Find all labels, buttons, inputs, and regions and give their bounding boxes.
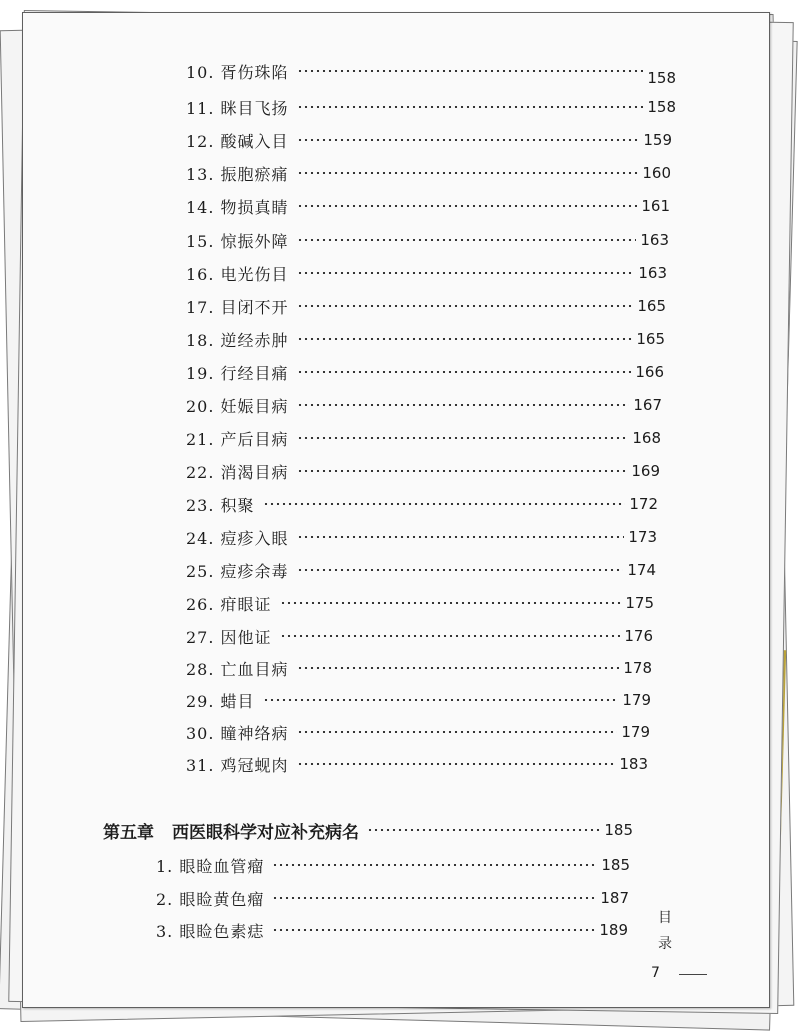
leader-dots <box>280 602 622 604</box>
leader-dots <box>297 731 618 733</box>
entry-title: 21. 产后目病 <box>186 429 289 449</box>
entry-title: 10. 胥伤珠陷 <box>186 62 289 82</box>
toc-entry <box>186 589 654 617</box>
entry-title: 19. 行经目痛 <box>186 363 289 383</box>
entry-page: 183 <box>619 755 648 773</box>
entry-page: 185 <box>601 856 630 874</box>
leader-dots <box>297 205 638 207</box>
leader-dots <box>297 239 637 241</box>
chapter-number: 第五章 <box>103 822 154 843</box>
entry-title: 22. 消渴目病 <box>186 462 289 482</box>
entry-page: 160 <box>642 164 671 182</box>
leader-dots <box>367 829 600 831</box>
chapter-title: 西医眼科学对应补充病名 <box>172 822 359 843</box>
toc-entry <box>186 192 670 220</box>
entry-title: 1. 眼睑血管瘤 <box>156 856 265 876</box>
leader-dots <box>297 470 628 472</box>
toc-entry <box>156 884 629 912</box>
entry-page: 178 <box>623 659 652 677</box>
toc-entry <box>186 126 672 154</box>
entry-title: 20. 妊娠目病 <box>186 396 289 416</box>
toc-entry <box>186 57 676 85</box>
leader-dots <box>297 338 633 340</box>
entry-page: 163 <box>638 264 667 282</box>
entry-page: 165 <box>636 330 665 348</box>
leader-dots <box>297 305 634 307</box>
toc-entry <box>186 622 653 650</box>
leader-dots <box>297 70 644 72</box>
toc-entry <box>186 523 657 551</box>
toc-entry <box>186 292 666 320</box>
entry-title: 16. 电光伤目 <box>186 264 289 284</box>
entry-page: 159 <box>643 131 672 149</box>
toc-entry <box>186 750 648 778</box>
leader-dots <box>297 404 630 406</box>
entry-title: 26. 疳眼证 <box>186 594 272 614</box>
entry-title: 12. 酸碱入目 <box>186 131 289 151</box>
entry-page: 158 <box>647 69 676 87</box>
toc-entry <box>186 556 656 584</box>
toc-entry <box>186 259 667 287</box>
leader-dots <box>263 503 626 505</box>
toc-entry <box>186 159 671 187</box>
section-label: 目 录 <box>658 910 672 952</box>
leader-dots <box>297 536 625 538</box>
entry-page: 166 <box>635 363 664 381</box>
toc-entry <box>186 391 662 419</box>
toc-entry <box>156 916 628 944</box>
toc-entry <box>186 457 660 485</box>
entry-page: 158 <box>647 98 676 116</box>
leader-dots <box>272 897 596 899</box>
chapter-heading <box>103 816 633 844</box>
entry-title: 14. 物损真睛 <box>186 197 289 217</box>
chapter-page: 185 <box>604 821 633 839</box>
entry-page: 163 <box>640 231 669 249</box>
leader-dots <box>297 139 640 141</box>
leader-dots <box>297 172 639 174</box>
leader-dots <box>263 699 619 701</box>
toc-entry <box>186 226 669 254</box>
entry-page: 176 <box>624 627 653 645</box>
leader-dots <box>297 272 635 274</box>
entry-page: 173 <box>628 528 657 546</box>
entry-page: 175 <box>625 594 654 612</box>
toc-entry <box>186 718 650 746</box>
leader-dots <box>297 569 624 571</box>
entry-page: 168 <box>632 429 661 447</box>
entry-page: 179 <box>621 723 650 741</box>
entry-title: 28. 亡血目病 <box>186 659 289 679</box>
entry-title: 18. 逆经赤肿 <box>186 330 289 350</box>
entry-page: 165 <box>637 297 666 315</box>
entry-title: 30. 瞳神络病 <box>186 723 289 743</box>
entry-page: 174 <box>627 561 656 579</box>
entry-page: 172 <box>629 495 658 513</box>
entry-title: 24. 痘疹入眼 <box>186 528 289 548</box>
entry-title: 17. 目闭不开 <box>186 297 289 317</box>
leader-dots <box>272 929 595 931</box>
entry-title: 13. 振胞瘀痛 <box>186 164 289 184</box>
entry-title: 31. 鸡冠蚬肉 <box>186 755 289 775</box>
entry-title: 11. 眯目飞扬 <box>186 98 289 118</box>
toc-entry <box>186 325 665 353</box>
entry-page: 169 <box>631 462 660 480</box>
entry-title: 15. 惊振外障 <box>186 231 289 251</box>
toc-entry <box>186 424 661 452</box>
page-number-rule <box>679 974 707 975</box>
toc-page <box>22 12 770 1008</box>
entry-page: 187 <box>600 889 629 907</box>
leader-dots <box>297 763 616 765</box>
entry-page: 161 <box>641 197 670 215</box>
leader-dots <box>297 371 632 373</box>
entry-page: 179 <box>622 691 651 709</box>
entry-page: 189 <box>599 921 628 939</box>
toc-entry <box>186 358 664 386</box>
entry-title: 27. 因他证 <box>186 627 272 647</box>
leader-dots <box>272 864 597 866</box>
entry-page: 167 <box>633 396 662 414</box>
toc-entry <box>186 93 676 121</box>
entry-title: 29. 蜡目 <box>186 691 255 711</box>
toc-entry <box>186 654 652 682</box>
entry-title: 2. 眼睑黄色瘤 <box>156 889 265 909</box>
entry-title: 3. 眼睑色素痣 <box>156 921 265 941</box>
toc-entry <box>186 490 658 518</box>
toc-entry <box>156 851 630 879</box>
leader-dots <box>297 106 644 108</box>
leader-dots <box>280 635 621 637</box>
leader-dots <box>297 437 629 439</box>
leader-dots <box>297 667 620 669</box>
toc-entry <box>186 686 651 714</box>
entry-title: 23. 积聚 <box>186 495 255 515</box>
page-number: 7 <box>651 965 660 981</box>
entry-title: 25. 痘疹余毒 <box>186 561 289 581</box>
